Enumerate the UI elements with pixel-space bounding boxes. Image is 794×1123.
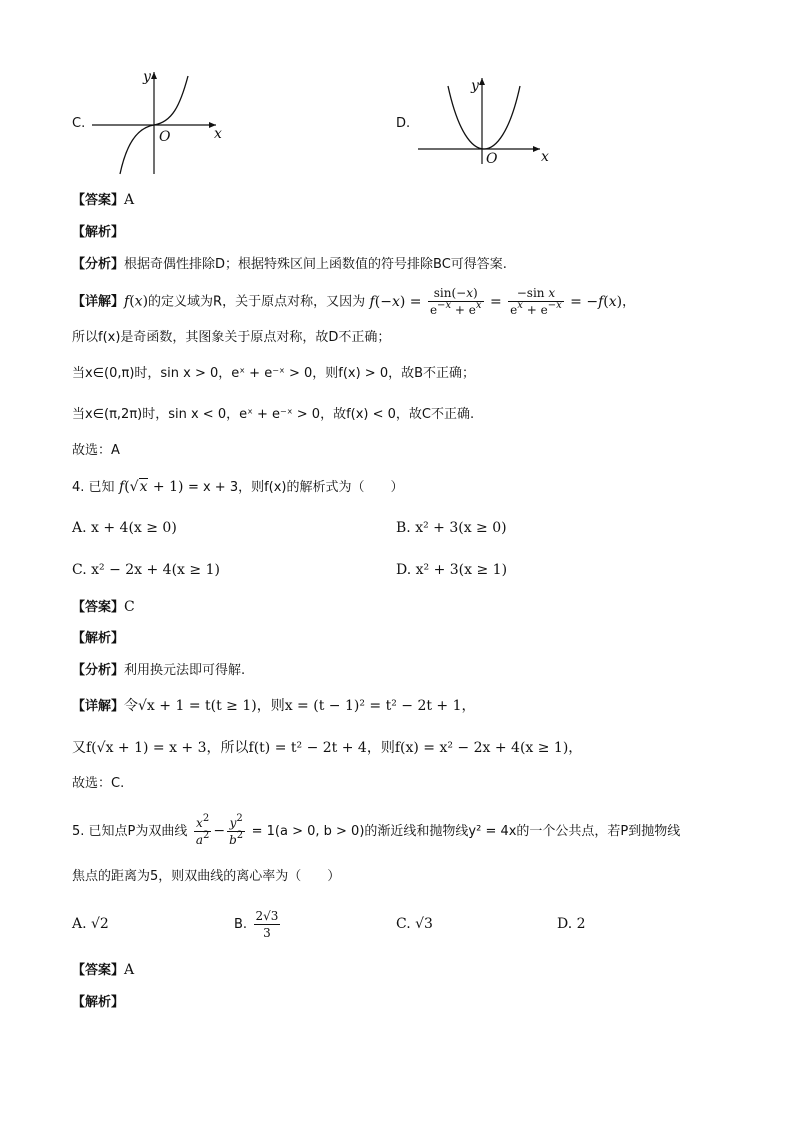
q5-option-b-label: B. xyxy=(234,917,248,932)
fenxi-label: 【分析】 xyxy=(72,663,125,678)
option-c-label: C. xyxy=(72,116,86,131)
q3-answer: A xyxy=(124,192,135,208)
q5-option-b-num: 2√3 xyxy=(255,908,279,923)
q3-fx: f(x) xyxy=(124,293,149,310)
answer-label: 【答案】 xyxy=(72,600,125,615)
q5-option-b-den: 3 xyxy=(263,925,271,940)
q4-choose: 故选：C. xyxy=(72,776,125,791)
q5-stem-line-1 xyxy=(72,812,681,847)
graph-d-y-label: y xyxy=(471,78,479,94)
analysis-label: 【解析】 xyxy=(72,225,125,240)
q4-stem-prefix: 4. 已知 xyxy=(72,480,115,495)
graph-c-origin-label: O xyxy=(159,129,171,145)
graph-d-parabola xyxy=(448,86,520,149)
graph-d-y-arrow xyxy=(479,78,485,85)
q3-detail-line-4: 当x∈(π,2π)时，sin x < 0，eˣ + e⁻ˣ > 0，故f(x) < 0，故C不正确. xyxy=(72,407,475,422)
q5-stem-1b: = 1(a > 0, b > 0)的渐近线和抛物线y² = 4x的一个公共点，若P到抛物线 xyxy=(251,824,681,839)
q4-option-c: C. x² − 2x + 4(x ≥ 1) xyxy=(72,562,220,578)
q4-analysis-label xyxy=(72,628,124,649)
q5-stem-line-2: 焦点的距离为5，则双曲线的离心率为（ ） xyxy=(72,869,341,884)
fenxi-label: 【分析】 xyxy=(72,257,125,272)
q4-answer-line xyxy=(72,597,135,618)
graph-d-x-label: x xyxy=(541,149,549,165)
graph-c-x-label: x xyxy=(214,126,222,142)
q3-odd-formula: f(−x) = $\frac{\sin(-x)}{e^{-x} + e^x}$ = $\frac{\text{−sin x}}{e^x + e^{-x}}$ = −f(x) xyxy=(369,286,623,317)
q4-stem-func: f(√x + 1) xyxy=(119,479,184,495)
graph-d-x-arrow xyxy=(533,146,540,152)
option-d-label: D. xyxy=(396,116,411,131)
analysis-label: 【解析】 xyxy=(72,631,125,646)
graph-c-y-arrow xyxy=(151,72,157,79)
q3-choose: 故选：A xyxy=(72,443,120,458)
graph-d-origin-label: O xyxy=(486,151,498,167)
q4-answer: C xyxy=(124,599,135,615)
q4-fenxi-line xyxy=(72,660,245,681)
analysis-label: 【解析】 xyxy=(72,995,125,1010)
q5-option-d: D. 2 xyxy=(557,916,586,932)
q5-hyperbola: $\frac{x^2}{a^2}$ − $\frac{y^2}{b^2}$ xyxy=(195,812,244,847)
q4-detail-line-2: 又f(√x + 1) = x + 3，所以f(t) = t² − 2t + 4，则f(x) = x² − 2x + 4(x ≥ 1)， xyxy=(72,740,583,756)
q3-detail-line-2: 所以f(x)是奇函数，其图象关于原点对称，故D不正确； xyxy=(72,330,391,345)
q3-detail-line-1 xyxy=(72,287,635,316)
answer-label: 【答案】 xyxy=(72,193,125,208)
graph-c-y-label: y xyxy=(143,69,151,85)
q3-detail-1-end: ， xyxy=(622,294,636,310)
q4-option-b: B. x² + 3(x ≥ 0) xyxy=(396,520,507,536)
q3-analysis-label xyxy=(72,222,124,243)
q5-option-a: A. √2 xyxy=(72,916,109,932)
graph-c xyxy=(88,66,238,178)
q4-detail-line-1 xyxy=(72,696,476,717)
q3-fenxi-line xyxy=(72,254,507,275)
q5-option-b xyxy=(234,904,282,945)
q5-analysis-label xyxy=(72,992,124,1013)
q5-answer: A xyxy=(124,962,135,978)
q3-detail-line-3: 当x∈(0,π)时，sin x > 0，eˣ + e⁻ˣ > 0，则f(x) > 0，故B不正确； xyxy=(72,366,476,381)
answer-label: 【答案】 xyxy=(72,963,125,978)
q4-stem xyxy=(72,477,404,498)
q5-stem-1a: 5. 已知点P为双曲线 xyxy=(72,824,188,839)
detail-label: 【详解】 xyxy=(72,294,125,310)
q4-fenxi-text: 利用换元法即可得解. xyxy=(124,663,246,678)
q4-stem-mid: = x + 3，则f(x)的解析式为（ ） xyxy=(187,480,404,495)
q4-option-d: D. x² + 3(x ≥ 1) xyxy=(396,562,508,578)
q3-fenxi-text: 根据奇偶性排除D；根据特殊区间上函数值的符号排除BC可得答案. xyxy=(124,257,507,272)
detail-label: 【详解】 xyxy=(72,699,125,714)
q3-detail-1-text: 的定义域为R，关于原点对称，又因为 xyxy=(148,294,366,310)
q3-answer-line xyxy=(72,190,134,211)
q4-option-a: A. x + 4(x ≥ 0) xyxy=(72,520,177,536)
q4-detail-1-text: 令√x + 1 = t(t ≥ 1)，则x = (t − 1)² = t² − 2t + 1， xyxy=(124,698,476,714)
q5-option-c: C. √3 xyxy=(396,916,433,932)
q5-answer-line xyxy=(72,960,134,981)
